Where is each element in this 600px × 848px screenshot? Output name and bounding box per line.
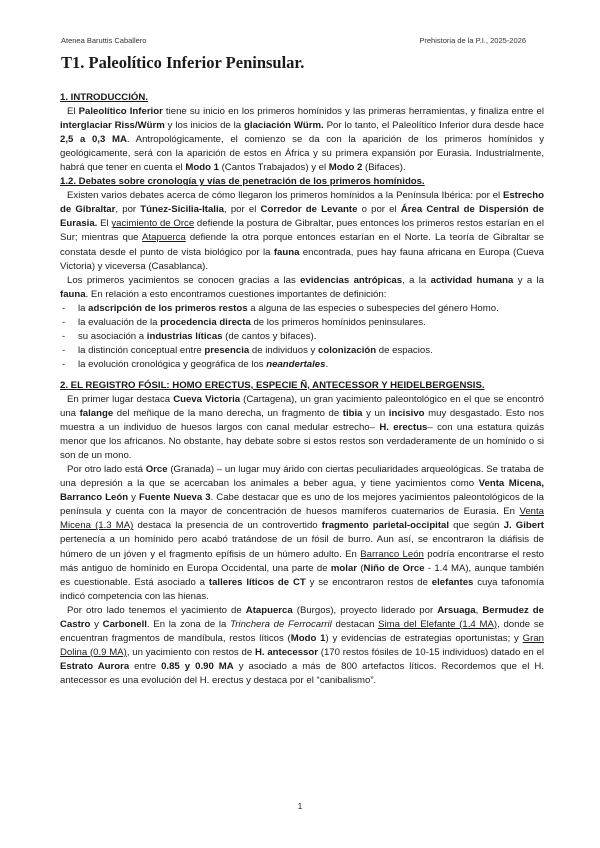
atapuerca-paragraph: Por otro lado tenemos el yacimiento de Atapuerca (Burgos), proyecto liderado por Arsuaga, Bermudez de Castro y Carbonell. En la zona de la Trinchera de Ferrocarril destacan Sima del Elefante (1.4 MA), donde se encuentran fragmentos de mandíbula, restos líticos (Modo 1) y evidencias de estrategias oportunistas; y Gran Dolina (0.9 MA), un yacimiento con restos de H. antecessor (170 restos fósiles de 10-15 individuos) datado en el Estrato Aurora entre 0.85 y 0.90 MA y asociado a más de 800 artefactos líticos. Recordemos que el H. antecessor es una evolución del H. erectus y destaca por el “canibalismo”. [60,604,544,686]
list-item: - su asociación a industrias líticas (de cantos y bifaces). [60,330,544,344]
definition-list [60,302,544,372]
orce-paragraph: Por otro lado está Orce (Granada) – un lugar muy árido con ciertas peculiaridades arqueológicas. Se trataba de una depresión a la que se acercaban los animales a beber agua, y tiene yacimientos como Venta Micena, Barranco León y Fuente Nueva 3. Cabe destacar que es uno de los mejores yacimientos paleontológicos de la península y cuenta con la mayor de concentración de huesos mamíferos cuaternarios de Eurasia. En Venta Micena (1.3 MA) destaca la presencia de un controvertido fragmento parietal-occipital que según J. Gibert pertenecía a un homínido pero acabó tratándose de un fósil de burro. Aun así, se encontraron la diáfisis de húmero de un jóven y el fragmento epífisis de un húmero adulto. En Barranco León podría encontrarse el resto más antiguo de homínido en Europa Occidental, una parte de molar (Niño de Orce - 1.4 MA), aunque también es cuestionable. Está asociado a talleres líticos de CT y se encontraron restos de elefantes cuya tafonomía indicó competencia con las hienas. [60,464,545,602]
debates-paragraph: Existen varios debates acerca de cómo llegaron los primeros homínidos a la Península Ibérica: por el Estrecho de Gibraltar, por Túnez-Sicilia-Italia, por el Corredor de Levante o por el Área Central de Dispersión de Eurasia. El yacimiento de Orce defiende la postura de Gibraltar, pues entonces los primeros restos estarían en el Sur; mientras que Atapuerca defiende la otra porque entonces estarían en el Norte. La teoría de Gibraltar se constata desde el punto de vista biológico por la fauna encontrada, pues hay fauna africana en Europa (Cueva Victoria) y viceversa (Casablanca). [60,190,544,272]
list-item: - la distinción conceptual entre presencia de individuos y colonización de espacios. [60,344,544,358]
section-heading-intro: 1. INTRODUCCIÓN. [60,92,148,103]
header-course: Prehistoria de la P.I., 2025-2026 [419,36,526,45]
list-item: - la evaluación de la procedencia directa de los primeros homínidos peninsulares. [60,316,544,330]
page-title: T1. Paleolítico Inferior Peninsular. [61,53,305,72]
header-author: Atenea Baruttis Caballero [61,36,147,45]
document-body [60,84,544,688]
yacimientos-paragraph: Los primeros yacimientos se conocen gracias a las evidencias antrópicas, a la actividad humana y a la fauna. En relación a esto encontramos cuestiones importantes de definición: [60,274,544,300]
list-item: - la adscripción de los primeros restos a alguna de las especies o subespecies del género Homo. [60,302,544,316]
section-heading-debates: 1.2. Debates sobre cronología y vías de penetración de los primeros homínidos. [60,176,425,188]
section-heading-registro: 2. EL REGISTRO FÓSIL: HOMO ERECTUS, ESPECIE Ñ, ANTECESSOR Y HEIDELBERGENSIS. [60,379,485,391]
intro-paragraph: El Paleolítico Inferior tiene su inicio en los primeros homínidos y las primeras herramientas, y finaliza entre el interglaciar Riss/Würm y los inicios de la glaciación Würm. Por lo tanto, el Paleolítico Inferior dura desde hace 2,5 a 0,3 MA. Antropológicamente, el comienzo se da con la aparición de los primeros homínidos y geológicamente, será con la aparición de estos en África y su primera expansión por Eurasia. Industrialmente, habrá que tener en cuenta el Modo 1 (Cantos Trabajados) y el Modo 2 (Bifaces). [60,106,544,174]
page-number: 1 [297,802,303,811]
list-item: - la evolución cronológica y geográfica de los neandertales. [60,358,544,372]
cueva-victoria-paragraph: En primer lugar destaca Cueva Victoria (Cartagena), un gran yacimiento paleontológico en el que se encontró una falange del meñique de la mano derecha, un fragmento de tibia y un incisivo muy desgastado. Esto nos muestra a un individuo de huesos largos con canal medular estrecho– H. erectus– con una estatura quizás menor que los africanos. No obstante, hay debate sobre si estos restos son verdaderamente de un homínido o si son de un mono. [60,393,545,462]
